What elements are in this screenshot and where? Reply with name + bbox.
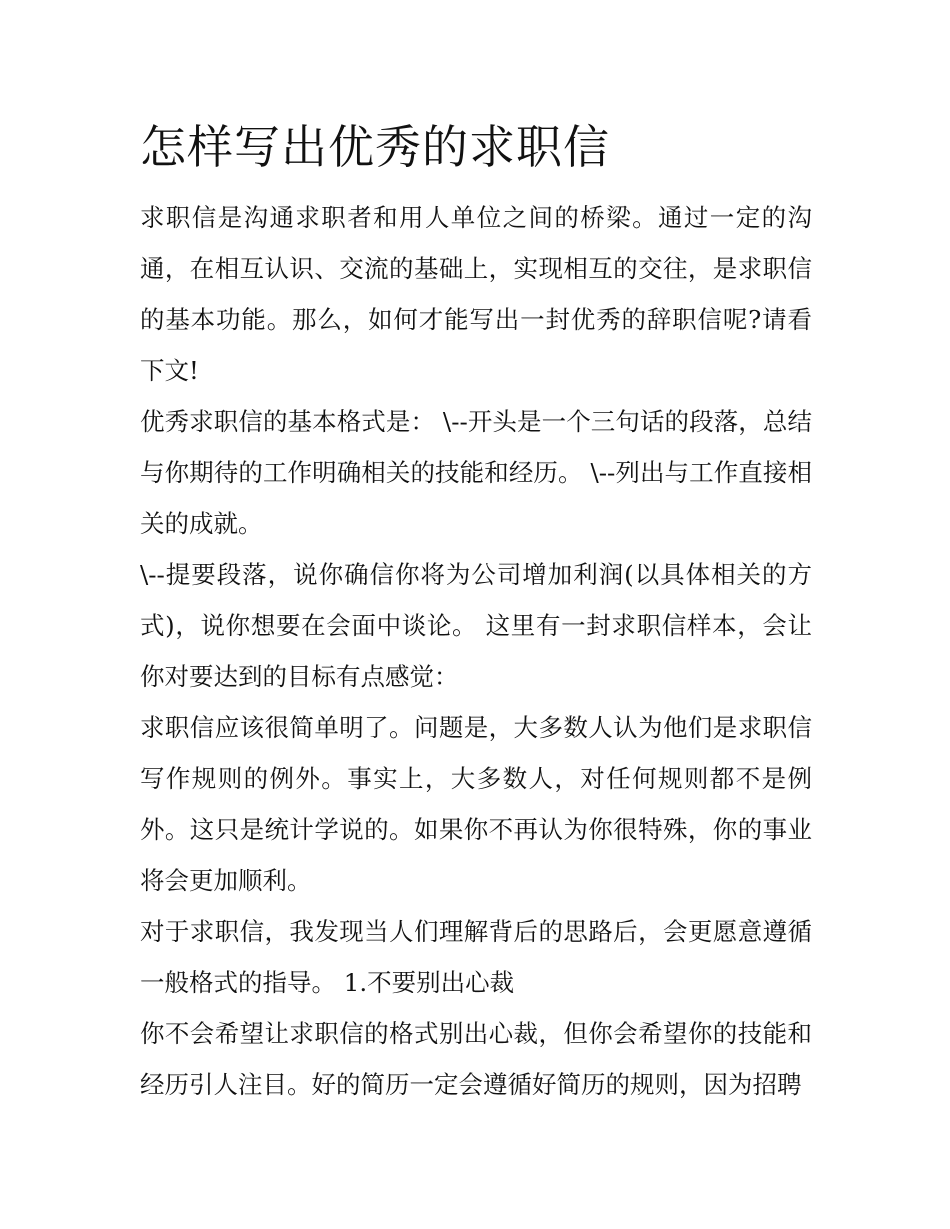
document-title: 怎样写出优秀的求职信 xyxy=(140,120,610,174)
paragraph-format: 优秀求职信的基本格式是： \--开头是一个三句话的段落，总结与你期待的工作明确相关的技能和经历。 \--列出与工作直接相关的成就。 xyxy=(140,407,812,538)
paragraph-uniqueness: 你不会希望让求职信的格式别出心裁，但你会希望你的技能和经历引人注目。好的简历一定会遵循好简历的规则，因为招聘 xyxy=(140,1019,812,1099)
paragraph-guidelines: 对于求职信，我发现当人们理解背后的思路后，会更愿意遵循一般格式的指导。 1.不要别出心裁 xyxy=(140,917,812,997)
document-page xyxy=(140,112,812,1110)
paragraph-summary: \--提要段落，说你确信你将为公司增加利润(以具体相关的方式)，说你想要在会面中谈论。 这里有一封求职信样本，会让你对要达到的目标有点感觉： xyxy=(140,560,812,691)
paragraph-simplicity: 求职信应该很简单明了。问题是，大多数人认为他们是求职信写作规则的例外。事实上，大多数人，对任何规则都不是例外。这只是统计学说的。如果你不再认为你很特殊，你的事业将会更加顺利。 xyxy=(140,713,812,895)
paragraph-intro: 求职信是沟通求职者和用人单位之间的桥梁。通过一定的沟通，在相互认识、交流的基础上，实现相互的交往，是求职信的基本功能。那么，如何才能写出一封优秀的辞职信呢?请看下文! xyxy=(140,203,812,385)
